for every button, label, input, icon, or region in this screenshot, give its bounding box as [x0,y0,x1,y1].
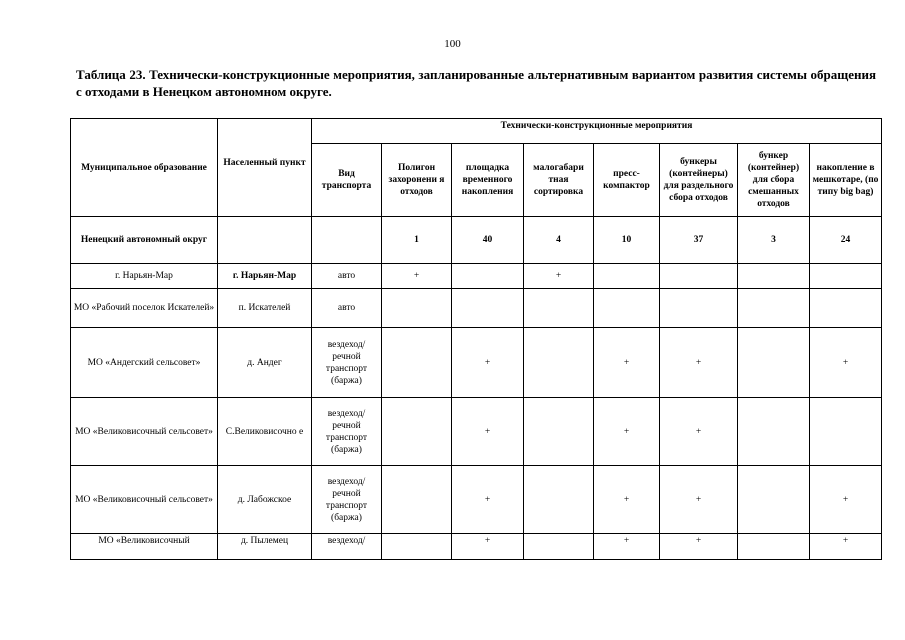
header-landfill: Полигон захоронени я отходов [382,144,452,217]
cell-compactor: + [594,398,660,466]
cell-big-bag: + [810,328,882,398]
cell-temp-storage: + [452,398,524,466]
cell-separate-bins: + [660,534,738,560]
cell-landfill [382,289,452,328]
cell-separate-bins [660,289,738,328]
cell-landfill [382,466,452,534]
cell-temp-storage: + [452,328,524,398]
cell-mixed-bin [738,466,810,534]
cell-compactor: + [594,466,660,534]
measures-table [70,118,882,560]
total-sorting: 4 [524,217,594,264]
header-municipality: Муниципальное образование [71,119,218,217]
cell-transport: вездеход/ речной транспорт (баржа) [312,398,382,466]
header-sorting: малогабари тная сортировка [524,144,594,217]
cell-big-bag [810,289,882,328]
total-landfill: 1 [382,217,452,264]
cell-settlement: С.Великовисочно е [218,398,312,466]
cell-mixed-bin [738,534,810,560]
cell-temp-storage: + [452,534,524,560]
cell-separate-bins: + [660,398,738,466]
cell-compactor: + [594,328,660,398]
header-big-bag: накопление в мешкотаре, (по типу big bag) [810,144,882,217]
table-row [71,466,882,534]
total-temp-storage: 40 [452,217,524,264]
cell-municipality: МО «Великовисочный [71,534,218,560]
table-caption: Таблица 23. Технически-конструкционные мероприятия, запланированные альтернативным вариантом развития системы обращения с отходами в Ненецком автономном округе. [76,67,876,99]
cell-mixed-bin [738,264,810,289]
table-row [71,264,882,289]
cell-big-bag: + [810,534,882,560]
cell-transport: вездеход/ речной транспорт (баржа) [312,466,382,534]
cell-settlement: д. Андег [218,328,312,398]
cell-big-bag [810,264,882,289]
cell-sorting: + [524,264,594,289]
cell-temp-storage [452,264,524,289]
total-mixed-bin: 3 [738,217,810,264]
cell-big-bag: + [810,466,882,534]
cell-mixed-bin [738,328,810,398]
cell-municipality: МО «Великовисочный сельсовет» [71,466,218,534]
total-big-bag: 24 [810,217,882,264]
cell-temp-storage: + [452,466,524,534]
total-compactor: 10 [594,217,660,264]
cell-compactor: + [594,534,660,560]
header-separate-bins: бункеры (контейнеры) для раздельного сбора отходов [660,144,738,217]
cell-transport: авто [312,289,382,328]
cell-separate-bins: + [660,328,738,398]
cell-separate-bins: + [660,466,738,534]
cell-transport: авто [312,264,382,289]
cell-transport: вездеход/ речной транспорт (баржа) [312,328,382,398]
cell-mixed-bin [738,398,810,466]
total-row [71,217,882,264]
cell-municipality: МО «Андегский сельсовет» [71,328,218,398]
cell-settlement: д. Лабожское [218,466,312,534]
cell-sorting [524,289,594,328]
table-row [71,328,882,398]
header-measures-group: Технически-конструкционные мероприятия [312,119,882,144]
cell-municipality: МО «Рабочий поселок Искателей» [71,289,218,328]
cell-landfill: + [382,264,452,289]
header-transport: Вид транспорта [312,144,382,217]
cell-big-bag [810,398,882,466]
cell-compactor [594,264,660,289]
cell-temp-storage [452,289,524,328]
table-row [71,534,882,560]
total-transport [312,217,382,264]
header-mixed-bin: бункер (контейнер) для сбора смешанных отходов [738,144,810,217]
cell-landfill [382,328,452,398]
cell-compactor [594,289,660,328]
cell-mixed-bin [738,289,810,328]
cell-settlement: г. Нарьян-Мар [218,264,312,289]
cell-transport: вездеход/ [312,534,382,560]
cell-municipality: МО «Великовисочный сельсовет» [71,398,218,466]
cell-landfill [382,534,452,560]
table-row [71,398,882,466]
cell-sorting [524,398,594,466]
cell-separate-bins [660,264,738,289]
total-settlement [218,217,312,264]
cell-landfill [382,398,452,466]
page-number: 100 [444,38,461,50]
header-compactor: пресс-компактор [594,144,660,217]
total-municipality: Ненецкий автономный округ [71,217,218,264]
cell-sorting [524,328,594,398]
cell-municipality: г. Нарьян-Мар [71,264,218,289]
cell-settlement: д. Пылемец [218,534,312,560]
cell-settlement: п. Искателей [218,289,312,328]
header-settlement: Населенный пункт [218,119,312,217]
header-temp-storage: площадка временного накопления [452,144,524,217]
cell-sorting [524,534,594,560]
total-separate-bins: 37 [660,217,738,264]
cell-sorting [524,466,594,534]
table-row [71,289,882,328]
